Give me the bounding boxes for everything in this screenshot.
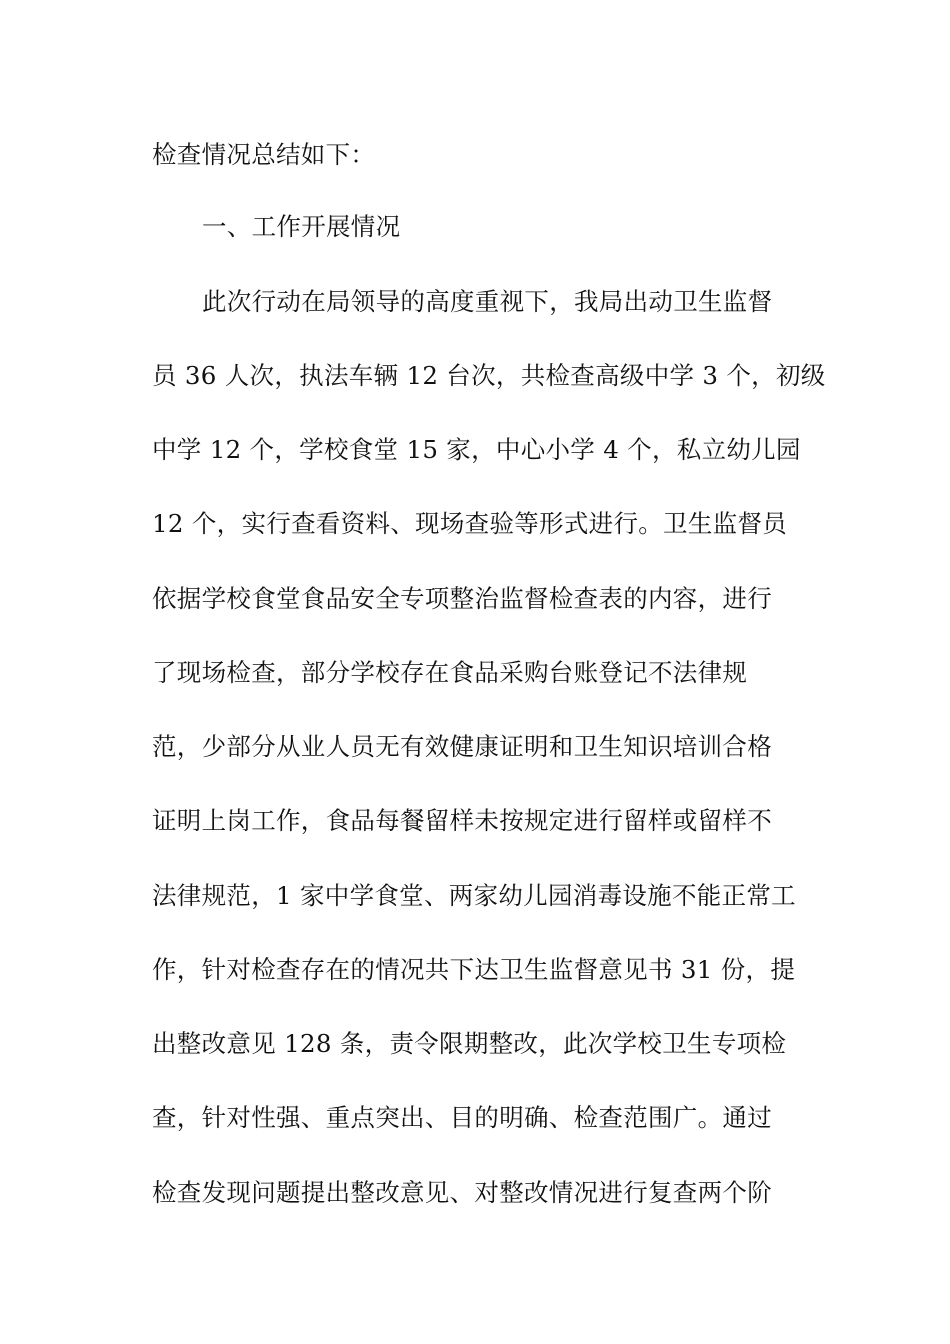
text-line-5: 中学 12 个，学校食堂 15 家，中心小学 4 个，私立幼儿园 <box>152 435 801 464</box>
text-line-12: 作，针对检查存在的情况共下达卫生监督意见书 31 份，提 <box>152 955 796 984</box>
text-line-7: 依据学校食堂食品安全专项整治监督检查表的内容，进行 <box>152 584 772 613</box>
text-line-11: 法律规范，1 家中学食堂、两家幼儿园消毒设施不能正常工 <box>152 881 796 910</box>
text-line-9: 范，少部分从业人员无有效健康证明和卫生知识培训合格 <box>152 732 772 761</box>
text-line-10: 证明上岗工作，食品每餐留样未按规定进行留样或留样不 <box>152 806 772 835</box>
text-line-1: 检查情况总结如下： <box>152 140 376 169</box>
text-line-15: 检查发现问题提出整改意见、对整改情况进行复查两个阶 <box>152 1178 772 1207</box>
text-line-6: 12 个，实行查看资料、现场查验等形式进行。卫生监督员 <box>152 509 788 538</box>
section-heading: 一、工作开展情况 <box>202 212 401 241</box>
text-line-8: 了现场检查，部分学校存在食品采购台账登记不法律规 <box>152 658 748 687</box>
text-line-14: 查，针对性强、重点突出、目的明确、检查范围广。通过 <box>152 1103 772 1132</box>
text-line-4: 员 36 人次，执法车辆 12 台次，共检查高级中学 3 个，初级 <box>152 361 826 390</box>
text-line-13: 出整改意见 128 条，责令限期整改，此次学校卫生专项检 <box>152 1029 787 1058</box>
text-line-3: 此次行动在局领导的高度重视下，我局出动卫生监督 <box>202 287 773 316</box>
